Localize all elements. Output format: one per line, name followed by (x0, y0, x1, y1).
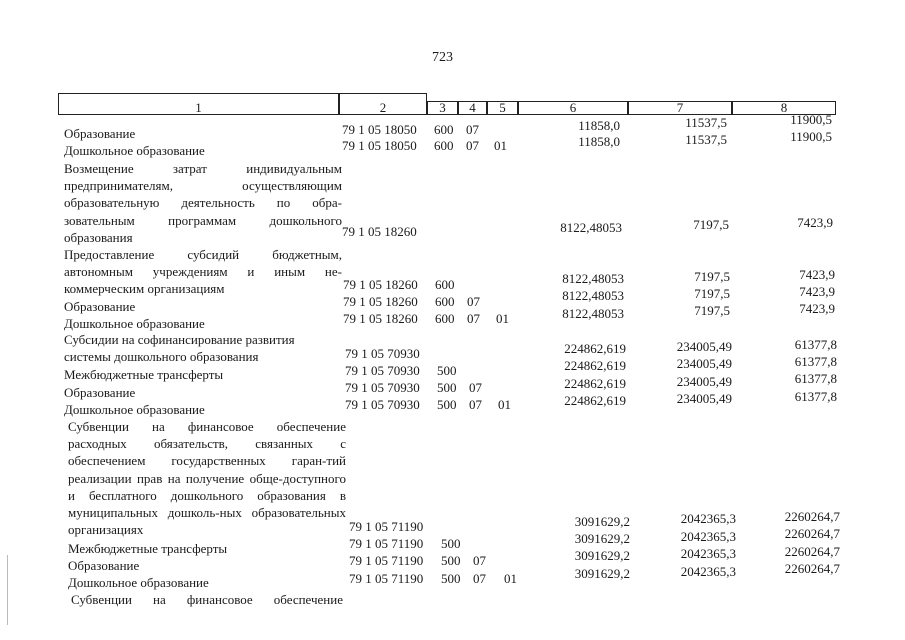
row-value-col7: 11537,5 (685, 115, 727, 130)
row-section: 07 (466, 122, 479, 137)
row-code: 79 1 05 70930 (345, 397, 420, 412)
row-value-col7: 7197,5 (693, 217, 729, 232)
table-header (58, 93, 836, 115)
row-expense-type: 600 (435, 294, 455, 309)
header-col-5: 5 (487, 101, 518, 115)
row-code: 79 1 05 18050 (342, 122, 417, 137)
row-subsection: 01 (494, 138, 507, 153)
row-value-col6: 3091629,2 (574, 548, 630, 563)
row-value-col8: 2260264,7 (784, 561, 840, 576)
row-value-col8: 11900,5 (790, 129, 832, 144)
row-subsection: 01 (496, 311, 509, 326)
row-value-col7: 11537,5 (685, 132, 727, 147)
row-code: 79 1 05 70930 (345, 363, 420, 378)
row-section: 07 (466, 138, 479, 153)
row-value-col8: 61377,8 (794, 371, 837, 386)
row-expense-type: 600 (435, 311, 455, 326)
row-value-col7: 2042365,3 (680, 564, 736, 579)
row-code: 79 1 05 18260 (342, 224, 417, 239)
row-subsection: 01 (498, 397, 511, 412)
row-value-col8: 7423,9 (799, 267, 835, 282)
row-value-col7: 2042365,3 (680, 546, 736, 561)
row-section: 07 (469, 397, 482, 412)
row-value-col6: 11858,0 (578, 134, 620, 149)
row-value-col7: 2042365,3 (680, 511, 736, 526)
row-value-col6: 11858,0 (578, 118, 620, 133)
row-section: 07 (467, 311, 480, 326)
row-value-col6: 8122,48053 (562, 271, 624, 286)
row-value-col6: 8122,48053 (562, 306, 624, 321)
row-description: Образование (64, 126, 136, 141)
row-description: Дошкольное образование (68, 575, 209, 590)
scan-edge-mark (7, 555, 8, 625)
header-col-1: 1 (58, 93, 339, 115)
row-value-col6: 8122,48053 (562, 288, 624, 303)
row-value-col6: 224862,619 (564, 358, 626, 373)
row-expense-type: 500 (441, 536, 461, 551)
row-value-col7: 2042365,3 (680, 529, 736, 544)
row-description: Предоставление субсидий бюджетным, автономным учреждениям и иным не-коммерческим организациям (64, 247, 342, 297)
row-description: Межбюджетные трансферты (68, 541, 228, 556)
row-section: 07 (469, 380, 482, 395)
row-value-col8: 7423,9 (799, 284, 835, 299)
row-description: Образование (64, 299, 136, 314)
row-description: Субсидии на софинансирование развития системы дошкольного образования (64, 332, 295, 365)
row-expense-type: 500 (441, 571, 461, 586)
row-description: Образование (68, 558, 140, 573)
row-value-col8: 7423,9 (797, 215, 833, 230)
row-description: Субвенции на финансовое обеспечение (71, 592, 343, 607)
row-expense-type: 500 (441, 553, 461, 568)
header-col-7: 7 (628, 101, 732, 115)
row-code: 79 1 05 70930 (345, 380, 420, 395)
header-col-4: 4 (458, 101, 487, 115)
row-value-col6: 224862,619 (564, 376, 626, 391)
row-value-col6: 224862,619 (564, 393, 626, 408)
row-value-col7: 7197,5 (694, 269, 730, 284)
row-description: Субвенции на финансовое обеспечение расходных обязательств, связанных с обеспечением государственных гаран-тий реализации прав на получение обще-доступного и бесплатного дошкольного образования в муниципальных дошколь-ных образовательных организациях (68, 419, 346, 538)
row-value-col6: 224862,619 (564, 341, 626, 356)
row-expense-type: 500 (437, 397, 457, 412)
row-code: 79 1 05 18260 (343, 311, 418, 326)
row-code: 79 1 05 18260 (343, 294, 418, 309)
row-value-col8: 7423,9 (799, 301, 835, 316)
row-code: 79 1 05 70930 (345, 346, 420, 361)
row-value-col8: 2260264,7 (784, 509, 840, 524)
row-value-col8: 11900,5 (790, 112, 832, 127)
row-value-col7: 7197,5 (694, 303, 730, 318)
row-expense-type: 500 (437, 363, 457, 378)
row-description: Образование (64, 385, 136, 400)
header-col-3: 3 (427, 101, 458, 115)
row-value-col6: 3091629,2 (574, 531, 630, 546)
row-value-col8: 2260264,7 (784, 526, 840, 541)
row-section: 07 (473, 553, 486, 568)
row-value-col8: 61377,8 (794, 354, 837, 369)
page-number: 723 (432, 50, 453, 65)
row-value-col8: 2260264,7 (784, 544, 840, 559)
row-code: 79 1 05 18050 (342, 138, 417, 153)
row-value-col7: 234005,49 (676, 356, 732, 371)
row-code: 79 1 05 71190 (349, 519, 424, 534)
row-value-col6: 3091629,2 (574, 514, 630, 529)
row-value-col8: 61377,8 (794, 389, 837, 404)
row-description: Возмещение затрат индивидуальным предпринимателям, осуществляющим образовательную деятельность по обра-зовательным программам дошкольного образования (64, 161, 342, 245)
row-section: 07 (467, 294, 480, 309)
row-section: 07 (473, 571, 486, 586)
row-description: Дошкольное образование (64, 402, 205, 417)
header-col-8: 8 (732, 101, 836, 115)
row-expense-type: 600 (434, 122, 454, 137)
row-description: Межбюджетные трансферты (64, 367, 224, 382)
row-expense-type: 600 (435, 277, 455, 292)
row-value-col7: 234005,49 (676, 374, 732, 389)
row-code: 79 1 05 71190 (349, 571, 424, 586)
row-code: 79 1 05 71190 (349, 553, 424, 568)
row-expense-type: 600 (434, 138, 454, 153)
row-value-col6: 3091629,2 (574, 566, 630, 581)
row-code: 79 1 05 18260 (343, 277, 418, 292)
row-expense-type: 500 (437, 380, 457, 395)
row-value-col6: 8122,48053 (560, 220, 622, 235)
row-description: Дошкольное образование (64, 316, 205, 331)
row-value-col7: 234005,49 (676, 339, 732, 354)
row-description: Дошкольное образование (64, 143, 205, 158)
row-subsection: 01 (504, 571, 517, 586)
row-value-col7: 7197,5 (694, 286, 730, 301)
header-col-2: 2 (339, 93, 427, 115)
header-col-6: 6 (518, 101, 628, 115)
row-value-col7: 234005,49 (676, 391, 732, 406)
row-code: 79 1 05 71190 (349, 536, 424, 551)
row-value-col8: 61377,8 (794, 337, 837, 352)
